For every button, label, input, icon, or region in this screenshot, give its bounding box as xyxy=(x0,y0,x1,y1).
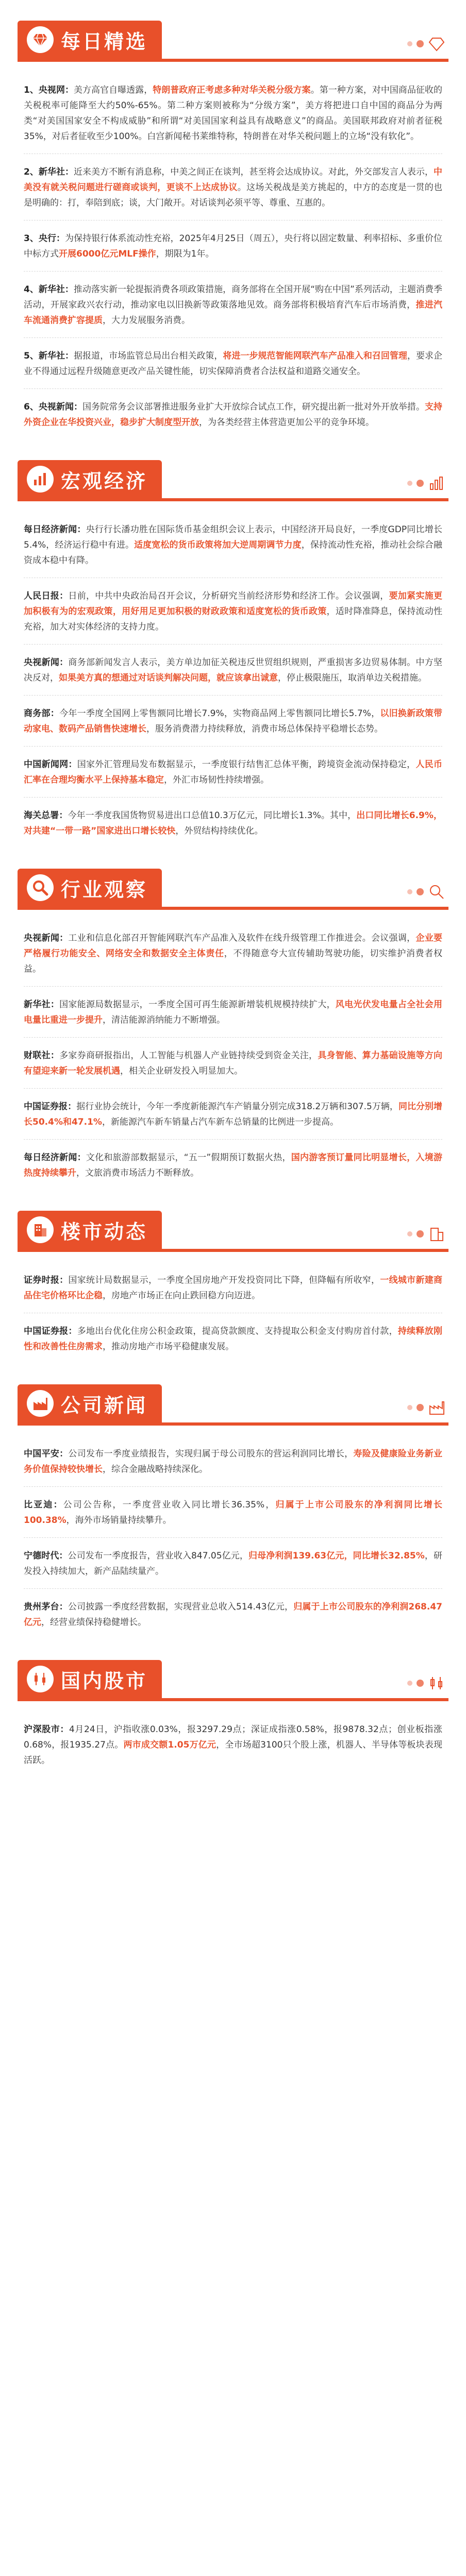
header-decoration xyxy=(407,1674,445,1692)
news-item: 每日经济新闻：央行行长潘功胜在国际货币基金组织会议上表示，中国经济开局良好，一季度GDP同比增长5.4%，经济运行稳中有进。适度宽松的货币政策将加大逆周期调节力度，保持流动性充裕，推动社会综合融资成本稳中有降。 xyxy=(24,512,442,578)
building-icon xyxy=(27,1216,54,1243)
news-item: 中国平安：公司发布一季度业绩报告，实现归属于母公司股东的营运利润同比增长，寿险及健康险业务新业务价值保持较快增长，综合金融战略持续深化。 xyxy=(24,1436,442,1487)
section-tab xyxy=(18,869,162,907)
section-title: 每日精选 xyxy=(61,30,148,53)
gem-icon xyxy=(428,35,445,53)
candlestick-icon xyxy=(428,1674,445,1692)
section-header-daily xyxy=(18,18,448,62)
magnifier-icon xyxy=(27,874,54,901)
section-header-company xyxy=(18,1381,448,1426)
news-item: 央视新闻：工业和信息化部召开智能网联汽车产品准入及软件在线升级管理工作推进会。会议强调，企业要严格履行功能安全、网络安全和数据安全主体责任，不得随意夸大宣传辅助驾驶功能，切实维护消费者权益。 xyxy=(24,920,442,987)
section-title: 行业观察 xyxy=(61,878,148,901)
section-title: 楼市动态 xyxy=(61,1220,148,1243)
section-tab xyxy=(18,1384,162,1422)
news-item: 6、央视新闻：国务院常务会议部署推进服务业扩大开放综合试点工作，研究提出新一批对外开放举措。支持外资企业在华投资兴业，稳步扩大制度型开放，为各类经营主体营造更加公平的竞争环境。 xyxy=(24,402,443,428)
header-decoration xyxy=(407,883,445,901)
factory-icon xyxy=(428,1399,445,1416)
header-decoration xyxy=(407,474,445,492)
news-item: 宁德时代：公司发布一季度报告，营业收入847.05亿元，归母净利润139.63亿元，同比增长32.85%，研发投入持续加大，新产品陆续量产。 xyxy=(24,1538,442,1589)
section-title: 国内股市 xyxy=(61,1669,148,1692)
news-list-stock xyxy=(0,1711,466,1777)
news-list-property xyxy=(0,1262,466,1364)
news-item: 3、央行：为保持银行体系流动性充裕，2025年4月25日（周五），央行将以固定数量、利率招标、多重价位中标方式开展6000亿元MLF操作，期限为1年。 xyxy=(24,221,442,272)
bar-chart-icon xyxy=(27,466,54,493)
news-item: 5、新华社：据报道，市场监管总局出台相关政策，将进一步规范智能网联汽车产品准入和召回管理，要求企业不得通过远程升级随意更改产品关键性能，切实保障消费者合法权益和道路交通安全。 xyxy=(24,338,442,389)
news-item: 每日经济新闻：文化和旅游部数据显示，“五一”假期预订数据火热，国内游客预订量同比明显增长，入境游热度持续攀升，文旅消费市场活力不断释放。 xyxy=(24,1153,442,1178)
news-item: 中国新闻网：国家外汇管理局发布数据显示，一季度银行结售汇总体平衡，跨境资金流动保持稳定，人民币汇率在合理均衡水平上保持基本稳定，外汇市场韧性持续增强。 xyxy=(24,747,442,798)
header-decoration xyxy=(407,35,445,53)
section-header-stock xyxy=(18,1657,448,1701)
news-item: 4、新华社：推动落实新一轮提振消费各项政策措施，商务部将在全国开展“购在中国”系列活动，主题消费季活动，开展家政兴农行动，推动家电以旧换新等政策落地见效。商务部将积极培育汽车后市场消费，推进汽车流通消费扩容提质，大力发展服务消费。 xyxy=(24,272,442,338)
news-item: 2、新华社：近来美方不断有消息称，中美之间正在谈判，甚至将会达成协议。对此，外交部发言人表示，中美没有就关税问题进行磋商或谈判，更谈不上达成协议。这场关税战是美方挑起的，中方的态度是一贯的也是明确的：打，奉陪到底；谈，大门敞开。对话谈判必须平等、尊重、互惠的。 xyxy=(24,154,442,221)
section-tab xyxy=(18,21,162,59)
news-list-company xyxy=(0,1436,466,1639)
gem-icon xyxy=(27,26,54,53)
news-item: 新华社：国家能源局数据显示，一季度全国可再生能源新增装机规模持续扩大，风电光伏发电量占全社会用电量比重进一步提升，清洁能源消纳能力不断增强。 xyxy=(24,987,442,1038)
header-decoration xyxy=(407,1225,445,1243)
bar-chart-icon xyxy=(428,474,445,492)
news-item: 贵州茅台：公司披露一季度经营数据，实现营业总收入514.43亿元，归属于上市公司股东的净利润268.47亿元，经营业绩保持稳健增长。 xyxy=(24,1602,442,1628)
news-list-industry xyxy=(0,920,466,1190)
news-list-macro xyxy=(0,512,466,848)
section-tab xyxy=(18,1211,162,1249)
magnifier-icon xyxy=(428,883,445,901)
section-tab xyxy=(18,460,162,498)
news-item: 商务部：今年一季度全国网上零售额同比增长7.9%，实物商品网上零售额同比增长5.7%，以旧换新政策带动家电、数码产品销售快速增长，服务消费潜力持续释放，消费市场总体保持平稳增长态势。 xyxy=(24,696,442,747)
news-item: 沪深股市：4月24日，沪指收涨0.03%，报3297.29点；深证成指涨0.58%，报9878.32点；创业板指涨0.68%，报1935.27点。两市成交额1.05万亿元，全市场超3100只个股上涨，机器人、半导体等板块表现活跃。 xyxy=(24,1724,443,1766)
section-header-property xyxy=(18,1208,448,1252)
news-item: 证券时报：国家统计局数据显示，一季度全国房地产开发投资同比下降，但降幅有所收窄，一线城市新建商品住宅价格环比企稳，房地产市场正在向止跌回稳方向迈进。 xyxy=(24,1262,442,1313)
building-icon xyxy=(428,1225,445,1243)
news-list-daily xyxy=(0,72,466,439)
section-header-macro xyxy=(18,457,448,501)
news-item: 央视新闻：商务部新闻发言人表示，美方单边加征关税违反世贸组织规则，严重损害多边贸易体制。中方坚决反对，如果美方真的想通过对话谈判解决问题，就应该拿出诚意，停止极限施压，取消单边关税措施。 xyxy=(24,645,442,696)
header-decoration xyxy=(407,1399,445,1416)
candlestick-icon xyxy=(27,1666,54,1692)
factory-icon xyxy=(27,1390,54,1417)
news-item: 财联社：多家券商研报指出，人工智能与机器人产业链持续受到资金关注，具身智能、算力基础设施等方向有望迎来新一轮发展机遇，相关企业研发投入明显加大。 xyxy=(24,1038,442,1089)
news-item: 中国证券报：多地出台优化住房公积金政策，提高贷款额度、支持提取公积金支付购房首付款，持续释放刚性和改善性住房需求，推动房地产市场平稳健康发展。 xyxy=(24,1326,443,1352)
section-header-industry xyxy=(18,866,448,910)
section-title: 宏观经济 xyxy=(61,469,148,493)
section-tab xyxy=(18,1660,162,1698)
news-item: 中国证券报：据行业协会统计，今年一季度新能源汽车产销量分别完成318.2万辆和307.5万辆，同比分别增长50.4%和47.1%，新能源汽车新车销量占汽车新车总销量的比例进一步提高。 xyxy=(24,1089,442,1140)
section-title: 公司新闻 xyxy=(61,1394,148,1417)
news-item: 比亚迪：公司公告称，一季度营业收入同比增长36.35%，归属于上市公司股东的净利润同比增长100.38%，海外市场销量持续攀升。 xyxy=(24,1487,442,1538)
news-item: 1、央视网：美方高官自曝透露，特朗普政府正考虑多种对华关税分级方案。第一种方案，对中国商品征收的关税税率可能降至大约50%-65%。第二种方案则被称为“分级方案”，美方将把进口自中国的商品分为两类“对美国国家安全不构成威胁”和所谓“对美国国家利益具有战略意义”的商品。美国联邦政府对前者征税35%，对后者征收至少100%。白宫新闻秘书莱维特称，特朗普在对华关税问题上的立场“没有软化”。 xyxy=(24,72,442,154)
news-item: 人民日报：日前，中共中央政治局召开会议，分析研究当前经济形势和经济工作。会议强调，要加紧实施更加积极有为的宏观政策，用好用足更加积极的财政政策和适度宽松的货币政策，适时降准降息，保持流动性充裕，加大对实体经济的支持力度。 xyxy=(24,578,442,645)
news-item: 海关总署：今年一季度我国货物贸易进出口总值10.3万亿元，同比增长1.3%。其中，出口同比增长6.9%，对共建“一带一路”国家进出口增长较快，外贸结构持续优化。 xyxy=(24,810,442,836)
